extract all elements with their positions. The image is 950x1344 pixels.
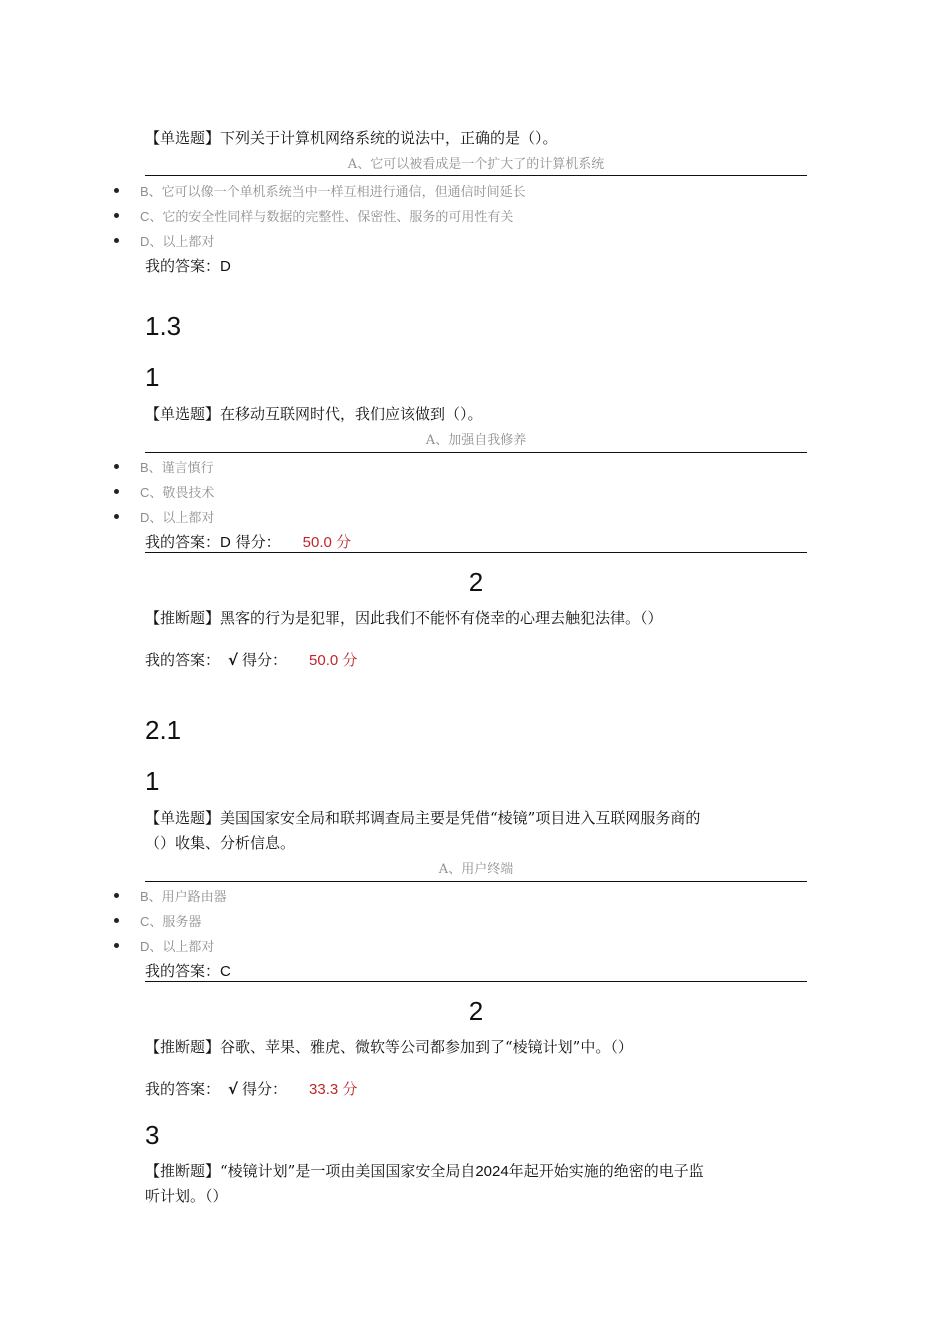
score-value: 50.0 分 — [302, 534, 352, 551]
my-answer: 我的答案：D — [145, 257, 231, 275]
divider — [145, 881, 807, 882]
option-a: A、加强自我修养 — [425, 433, 527, 448]
bullet-icon — [114, 918, 119, 923]
option-a: A、用户终端 — [438, 862, 514, 877]
divider — [145, 175, 807, 176]
bullet-icon — [114, 238, 119, 243]
option-d: D、以上都对 — [114, 936, 214, 955]
my-answer: 我的答案： √ 得分： 50.0 分 — [145, 651, 358, 669]
option-c: C、它的安全性同样与数据的完整性、保密性、服务的可用性有关 — [114, 206, 513, 225]
check-icon: √ — [228, 651, 239, 669]
question-text: 【单选题】下列关于计算机网络系统的说法中，正确的是（）。 — [145, 129, 558, 147]
bullet-icon — [114, 943, 119, 948]
check-icon: √ — [228, 1080, 239, 1098]
question-text-line2: 听计划。（） — [145, 1187, 228, 1205]
score-value: 33.3 分 — [309, 1081, 358, 1098]
question-number: 1 — [145, 766, 160, 796]
my-answer: 我的答案： √ 得分： 33.3 分 — [145, 1080, 358, 1098]
divider — [145, 981, 807, 982]
option-c: C、服务器 — [114, 911, 201, 930]
bullet-icon — [114, 489, 119, 494]
divider — [145, 552, 807, 553]
question-number: 3 — [145, 1120, 160, 1150]
question-text: 【推断题】谷歌、苹果、雅虎、微软等公司都参加到了“棱镜计划”中。（） — [145, 1038, 633, 1056]
bullet-icon — [114, 188, 119, 193]
section-heading: 2.1 — [145, 715, 182, 745]
option-a: A、它可以被看成是一个扩大了的计算机系统 — [347, 157, 605, 172]
section-heading: 1.3 — [145, 311, 182, 341]
question-number: 2 — [468, 996, 484, 1026]
my-answer: 我的答案：D 得分： 50.0 分 — [145, 533, 352, 551]
option-d: D、以上都对 — [114, 231, 214, 250]
question-text: 【单选题】美国国家安全局和联邦调查局主要是凭借“棱镜”项目进入互联网服务商的 — [145, 809, 701, 827]
my-answer: 我的答案：C — [145, 962, 231, 980]
question-number: 1 — [145, 362, 160, 392]
bullet-icon — [114, 464, 119, 469]
bullet-icon — [114, 893, 119, 898]
option-c: C、敬畏技术 — [114, 482, 214, 501]
option-b: B、它可以像一个单机系统当中一样互相进行通信，但通信时间延长 — [114, 181, 526, 200]
question-number: 2 — [468, 567, 484, 597]
divider — [145, 452, 807, 453]
question-text: 【单选题】在移动互联网时代，我们应该做到（）。 — [145, 405, 483, 423]
question-text: 【推断题】“棱镜计划”是一项由美国国家安全局自2024年起开始实施的绝密的电子监 — [145, 1162, 704, 1180]
bullet-icon — [114, 514, 119, 519]
question-text: 【推断题】黑客的行为是犯罪，因此我们不能怀有侥幸的心理去触犯法律。（） — [145, 609, 663, 627]
option-b: B、用户路由器 — [114, 886, 227, 905]
option-d: D、以上都对 — [114, 507, 214, 526]
question-text-line2: （）收集、分析信息。 — [145, 834, 296, 852]
option-b: B、谨言慎行 — [114, 457, 214, 476]
score-value: 50.0 分 — [309, 652, 358, 669]
bullet-icon — [114, 213, 119, 218]
